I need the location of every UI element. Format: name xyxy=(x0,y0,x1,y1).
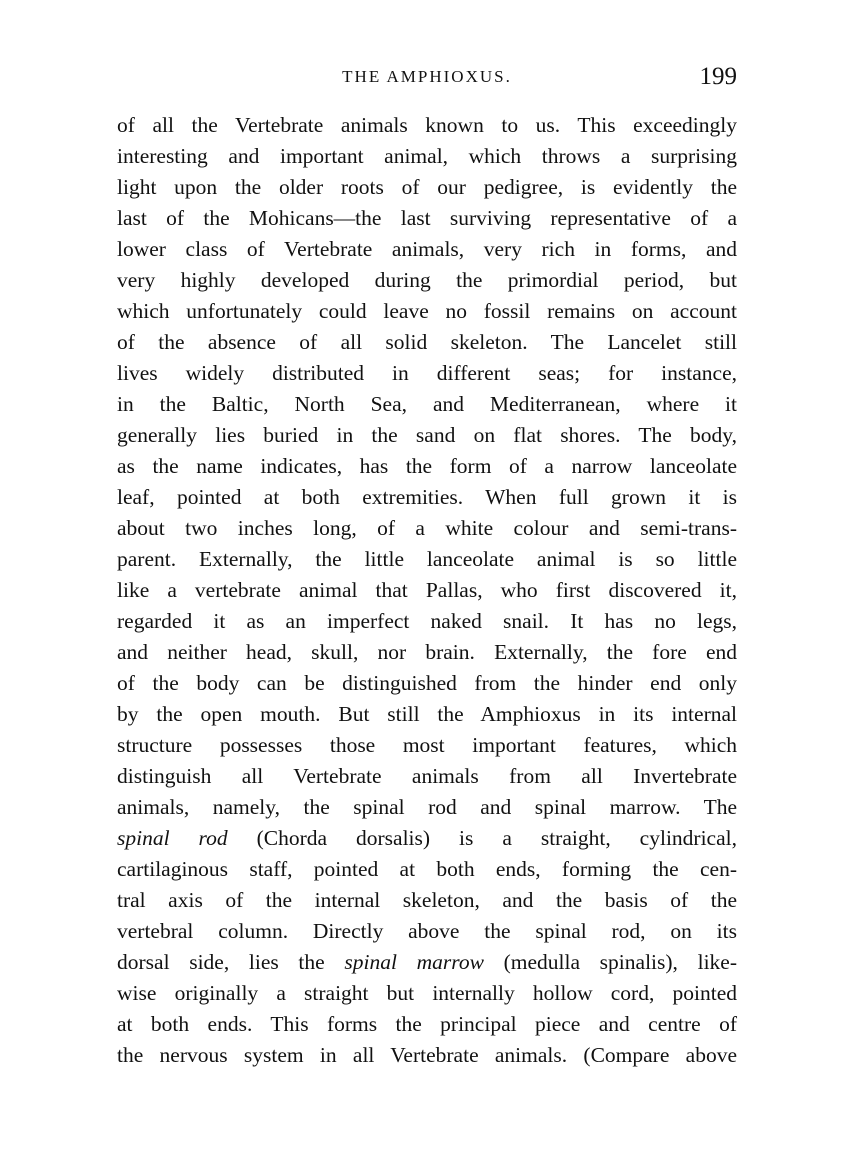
text-line xyxy=(117,172,737,203)
text-segment: last of the Mohicans—the last surviving representative of a xyxy=(117,206,737,230)
text-line xyxy=(117,854,737,885)
text-line xyxy=(117,420,737,451)
text-line xyxy=(117,885,737,916)
text-segment: light upon the older roots of our pedigree, is evidently the xyxy=(117,175,737,199)
text-line xyxy=(117,792,737,823)
text-line xyxy=(117,389,737,420)
text-line xyxy=(117,947,737,978)
text-segment: about two inches long, of a white colour and semi-trans- xyxy=(117,516,737,540)
text-segment: (Chorda dorsalis) is a straight, cylindrical, xyxy=(227,826,737,850)
text-segment: leaf, pointed at both extremities. When full grown it is xyxy=(117,485,737,509)
text-segment: of all the Vertebrate animals known to us. This exceedingly xyxy=(117,113,737,137)
text-line xyxy=(117,575,737,606)
body-text xyxy=(117,110,737,1071)
text-segment: as the name indicates, has the form of a narrow lanceolate xyxy=(117,454,737,478)
text-segment: lives widely distributed in different seas; for instance, xyxy=(117,361,737,385)
text-line xyxy=(117,1009,737,1040)
text-segment: interesting and important animal, which throws a surprising xyxy=(117,144,737,168)
text-segment: vertebral column. Directly above the spinal rod, on its xyxy=(117,919,737,943)
text-line xyxy=(117,203,737,234)
text-line xyxy=(117,606,737,637)
text-line xyxy=(117,513,737,544)
text-segment: of the absence of all solid skeleton. The Lancelet still xyxy=(117,330,737,354)
italic-term: spinal marrow xyxy=(344,950,484,974)
text-segment: distinguish all Vertebrate animals from all Invertebrate xyxy=(117,764,737,788)
text-line xyxy=(117,234,737,265)
running-head xyxy=(117,62,737,92)
text-segment: of the body can be distinguished from the hinder end only xyxy=(117,671,737,695)
text-line xyxy=(117,265,737,296)
text-line xyxy=(117,482,737,513)
text-line xyxy=(117,110,737,141)
text-line xyxy=(117,823,737,854)
text-segment: wise originally a straight but internally hollow cord, pointed xyxy=(117,981,737,1005)
text-line xyxy=(117,327,737,358)
text-line xyxy=(117,1040,737,1071)
text-line xyxy=(117,978,737,1009)
text-line xyxy=(117,761,737,792)
text-line xyxy=(117,730,737,761)
text-segment: cartilaginous staff, pointed at both ends, forming the cen- xyxy=(117,857,737,881)
text-segment: (medulla spinalis), like- xyxy=(483,950,737,974)
text-segment: by the open mouth. But still the Amphioxus in its internal xyxy=(117,702,737,726)
text-segment: very highly developed during the primordial period, but xyxy=(117,268,737,292)
text-segment: the nervous system in all Vertebrate animals. (Compare above xyxy=(117,1043,737,1067)
text-segment: generally lies buried in the sand on flat shores. The body, xyxy=(117,423,737,447)
text-segment: regarded it as an imperfect naked snail. It has no legs, xyxy=(117,609,737,633)
text-line xyxy=(117,296,737,327)
text-segment: tral axis of the internal skeleton, and the basis of the xyxy=(117,888,737,912)
text-line xyxy=(117,916,737,947)
text-line xyxy=(117,699,737,730)
text-segment: animals, namely, the spinal rod and spinal marrow. The xyxy=(117,795,737,819)
text-line xyxy=(117,358,737,389)
text-segment: like a vertebrate animal that Pallas, who first discovered it, xyxy=(117,578,737,602)
text-segment: lower class of Vertebrate animals, very rich in forms, and xyxy=(117,237,737,261)
text-line xyxy=(117,668,737,699)
text-line xyxy=(117,451,737,482)
running-title: THE AMPHIOXUS. xyxy=(342,67,512,86)
text-line xyxy=(117,141,737,172)
text-segment: dorsal side, lies the xyxy=(117,950,345,974)
text-segment: structure possesses those most important features, which xyxy=(117,733,737,757)
text-segment: which unfortunately could leave no fossil remains on account xyxy=(117,299,737,323)
page-number: 199 xyxy=(699,63,737,90)
text-segment: and neither head, skull, nor brain. Externally, the fore end xyxy=(117,640,737,664)
text-segment: at both ends. This forms the principal piece and centre of xyxy=(117,1012,737,1036)
text-segment: parent. Externally, the little lanceolate animal is so little xyxy=(117,547,737,571)
text-line xyxy=(117,544,737,575)
text-segment: in the Baltic, North Sea, and Mediterranean, where it xyxy=(117,392,737,416)
text-line xyxy=(117,637,737,668)
italic-term: spinal rod xyxy=(117,826,228,850)
